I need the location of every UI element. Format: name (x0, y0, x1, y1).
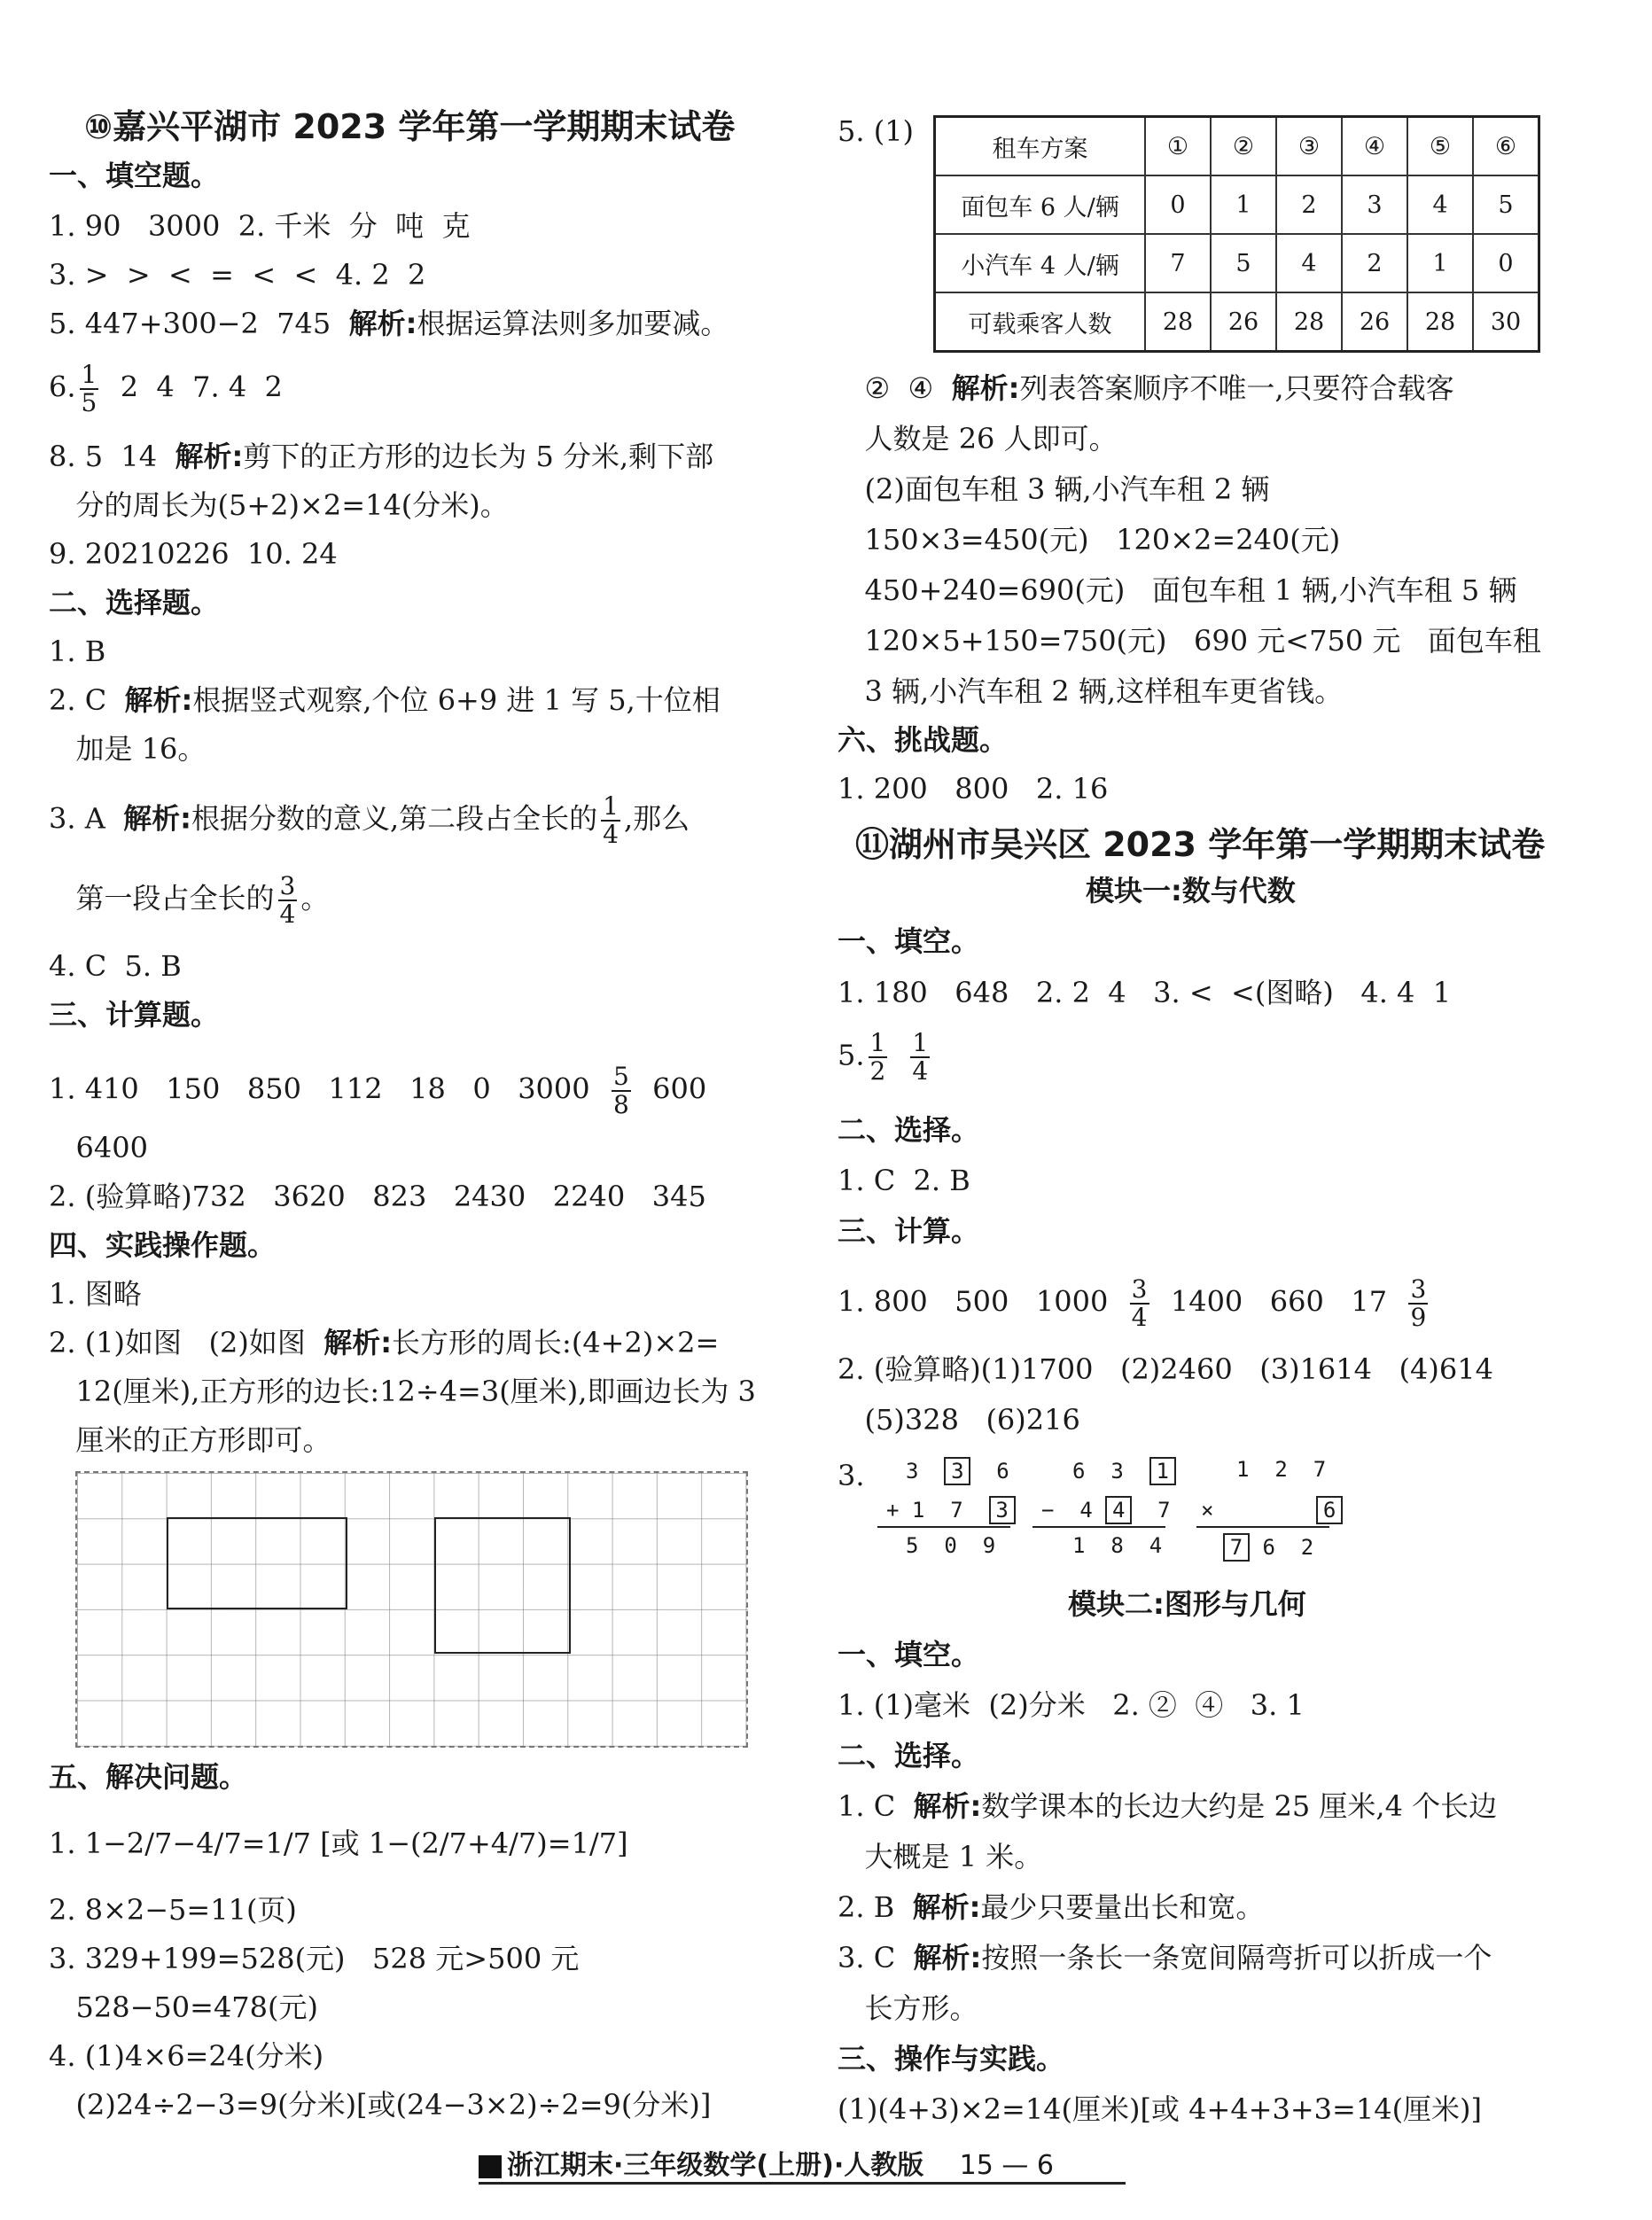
exam-title-pinghu: ⑩嘉兴平湖市 2023 学年第一学期期末试卷 (84, 107, 736, 146)
table-cell: 3 (1342, 175, 1407, 234)
answer-line: (5)328 (6)216 (838, 1403, 1080, 1437)
vert-row (1072, 1457, 1176, 1485)
fraction (80, 362, 99, 417)
answer-box: 3 (989, 1496, 1016, 1524)
answer-text: 5. 447+300−2 745 (49, 307, 349, 340)
analysis-label: 解析: (124, 683, 193, 717)
answer-text: ② ④ (838, 371, 952, 405)
answer-line: 长方形。 (838, 1991, 978, 2025)
answer-line (838, 1276, 1431, 1331)
answer-line: 3 辆,小汽车租 2 辆,这样租车更省钱。 (838, 674, 1344, 708)
answer-line: 人数是 26 人即可。 (838, 422, 1118, 456)
answer-line (49, 362, 283, 417)
answer-text: 2. B (838, 1890, 913, 1924)
answer-line: 1. B (49, 635, 106, 668)
answer-box: 3 (944, 1457, 970, 1485)
exam-title-wuxing: ⑪湖州市吴兴区 2023 学年第一学期期末试卷 (855, 825, 1546, 864)
vert-row (886, 1496, 1016, 1524)
rental-plan-table (933, 115, 1540, 353)
section-fill: 一、填空。 (838, 924, 980, 958)
analysis-text: 根据运算法则多加要减。 (417, 307, 729, 340)
answer-line: 1. 1−2/7−4/7=1/7 [或 1−(2/7+4/7)=1/7] (49, 1827, 628, 1860)
operator: − (1041, 1498, 1055, 1523)
divider (877, 1526, 1010, 1528)
table-cell: 2 (1276, 175, 1342, 234)
section-fill-blank: 一、填空题。 (49, 159, 220, 192)
answer-line: 1. 200 800 2. 16 (838, 772, 1109, 806)
table-row (935, 234, 1539, 292)
answer-text: 2 4 7. 4 2 (102, 370, 283, 404)
answer-line: 2. 8×2−5=11(页) (49, 1893, 297, 1927)
vert-row (1041, 1496, 1171, 1524)
digit: 6 2 (1262, 1535, 1314, 1560)
numerator: 3 (279, 871, 296, 900)
analysis-text: ,那么 (623, 801, 690, 836)
answer-text: 3. C (838, 1941, 914, 1975)
answer-line (49, 682, 721, 718)
answer-line: (2)面包车租 3 辆,小汽车租 2 辆 (838, 472, 1270, 506)
table-cell: 0 (1473, 234, 1539, 292)
answer-box: 7 (1223, 1533, 1250, 1562)
divider (1032, 1526, 1165, 1528)
section-challenge: 六、挑战题。 (838, 723, 1009, 757)
numerator: 1 (912, 1028, 929, 1057)
answer-line (49, 306, 729, 341)
analysis-text: 长方形的周长:(4+2)×2= (392, 1326, 720, 1359)
analysis-text: 第一段占全长的 (49, 881, 275, 915)
divider (1196, 1526, 1329, 1528)
vert-row (1201, 1496, 1343, 1524)
answer-box: 6 (1316, 1496, 1343, 1524)
vertical-addition (886, 1453, 1010, 1560)
table-cell: 0 (1145, 175, 1211, 234)
answer-text: 1. 410 150 850 112 18 0 3000 (49, 1071, 608, 1106)
vert-row (1236, 1457, 1326, 1482)
analysis-label: 解析: (951, 371, 1020, 405)
section-choice: 二、选择。 (838, 1113, 980, 1147)
fraction (1408, 1276, 1428, 1331)
denominator: 9 (1410, 1303, 1427, 1332)
answer-line: 528−50=478(元) (49, 1990, 318, 2024)
drawn-square (434, 1517, 571, 1654)
answer-text: 600 (634, 1071, 707, 1106)
digit: 7 (1313, 1457, 1327, 1482)
square-icon (479, 2155, 502, 2178)
table-cell: 5 (1211, 234, 1276, 292)
answer-line (838, 1788, 1497, 1824)
denominator: 4 (279, 900, 296, 929)
answer-line: 1. (1)毫米 (2)分米 2. ② ④ 3. 1 (838, 1688, 1305, 1722)
table-cell: 28 (1276, 292, 1342, 352)
section-choice: 二、选择题。 (49, 586, 220, 619)
answer-line: (2)24÷2−3=9(分米)[或(24−3×2)÷2=9(分米)] (49, 2088, 712, 2122)
table-cell: 4 (1407, 175, 1473, 234)
answer-line (49, 1325, 719, 1360)
answer-line (49, 873, 329, 928)
result-row: 5 0 9 (906, 1533, 996, 1558)
analysis-text: 根据竖式观察,个位 6+9 进 1 写 5,十位相 (192, 683, 721, 717)
analysis-text: 根据分数的意义,第二段占全长的 (191, 801, 598, 836)
table-cell: 面包车 6 人/辆 (935, 175, 1146, 234)
analysis-label: 解析: (323, 1326, 393, 1359)
table-cell: 租车方案 (935, 117, 1146, 176)
answer-text: 1. 800 500 1000 (838, 1284, 1126, 1319)
section-calc: 三、计算题。 (49, 998, 220, 1032)
table-cell: 30 (1473, 292, 1539, 352)
answer-text: 2. C (49, 683, 125, 717)
answer-line: 150×3=450(元) 120×2=240(元) (838, 523, 1341, 557)
numerator: 5 (612, 1062, 629, 1091)
fraction (869, 1030, 888, 1085)
analysis-text: 按照一条长一条宽间隔弯折可以折成一个 (981, 1941, 1492, 1975)
digit: 3 (1110, 1459, 1124, 1484)
table-cell: 1 (1407, 234, 1473, 292)
analysis-label: 解析: (912, 1890, 981, 1924)
answer-line: 1. 180 648 2. 2 4 3. < <(图略) 4. 4 1 (838, 976, 1452, 1009)
module-heading: 模块一:数与代数 (1086, 874, 1296, 907)
answer-line: 1. 图略 (49, 1277, 142, 1311)
table-cell: 28 (1407, 292, 1473, 352)
answer-line: 450+240=690(元) 面包车租 1 辆,小汽车租 5 辆 (838, 573, 1517, 607)
answer-text: 6. (49, 370, 76, 404)
table-cell: ② (1211, 117, 1276, 176)
fraction (278, 873, 298, 928)
analysis-text: 最少只要量出长和宽。 (980, 1890, 1265, 1924)
answer-text: 1400 660 17 (1152, 1284, 1406, 1319)
section-calc: 三、计算。 (838, 1214, 980, 1248)
answer-text: 5. (838, 1038, 865, 1072)
table-cell: 26 (1211, 292, 1276, 352)
answer-line (49, 1063, 706, 1118)
digit: 7 (1157, 1498, 1171, 1523)
section-solve: 五、解决问题。 (49, 1760, 248, 1794)
section-choice: 二、选择。 (838, 1739, 980, 1772)
digit: 2 (1274, 1457, 1288, 1482)
answer-line: 加是 16。 (49, 732, 206, 766)
answer-line: 4. C 5. B (49, 949, 182, 983)
numerator: 3 (1131, 1274, 1148, 1304)
answer-text: 2. (1)如图 (2)如图 (49, 1326, 324, 1359)
answer-line: 12(厘米),正方形的边长:12÷4=3(厘米),即画边长为 3 (49, 1375, 756, 1408)
digit: 6 (996, 1459, 1009, 1484)
section-fill: 一、填空。 (838, 1638, 980, 1671)
result-row: 1 8 4 (1072, 1533, 1163, 1558)
answer-line (838, 1030, 933, 1085)
answer-line: 3. > > < = < < 4. 2 2 (49, 258, 426, 292)
vertical-subtraction (1041, 1453, 1171, 1560)
table-cell: 7 (1145, 234, 1211, 292)
answer-box: 1 (1149, 1457, 1176, 1485)
table-cell: 4 (1276, 234, 1342, 292)
analysis-label: 解析: (913, 1789, 982, 1823)
operator: + (886, 1498, 900, 1523)
table-cell: ⑤ (1407, 117, 1473, 176)
section-practice: 三、操作与实践。 (838, 2042, 1065, 2076)
numerator: 1 (603, 791, 619, 821)
section-practice: 四、实践操作题。 (49, 1228, 277, 1262)
answer-line: 大概是 1 米。 (838, 1840, 1043, 1873)
answer-line: 分的周长为(5+2)×2=14(分米)。 (49, 488, 509, 522)
numerator: 1 (869, 1028, 886, 1057)
answer-line (838, 370, 1454, 406)
page-footer (479, 2143, 1126, 2185)
table-cell: ① (1145, 117, 1211, 176)
answer-line: 3. 329+199=528(元) 528 元>500 元 (49, 1942, 580, 1975)
digit: 6 (1072, 1459, 1086, 1484)
answer-text: 3. A (49, 801, 124, 836)
answer-text: 1. C (838, 1789, 914, 1823)
drawn-rectangle (167, 1517, 347, 1609)
analysis-label: 解析: (348, 307, 417, 340)
answer-line: 120×5+150=750(元) 690 元<750 元 面包车租 (838, 624, 1541, 658)
module-heading: 模块二:图形与几何 (1068, 1587, 1306, 1621)
result-row (1223, 1533, 1313, 1562)
grid-paper-figure (75, 1471, 748, 1748)
denominator: 2 (869, 1056, 886, 1086)
table-cell: 2 (1342, 234, 1407, 292)
answer-box: 4 (1105, 1496, 1132, 1524)
answer-line (838, 1889, 1264, 1925)
denominator: 5 (81, 388, 97, 417)
analysis-text: 数学课本的长边大约是 25 厘米,4 个长边 (981, 1789, 1498, 1823)
answer-line: 9. 20210226 10. 24 (49, 537, 338, 571)
answer-line: 1. 90 3000 2. 千米 分 吨 克 (49, 209, 471, 243)
fraction (601, 793, 620, 848)
denominator: 4 (912, 1056, 929, 1086)
table-cell: 5 (1473, 175, 1539, 234)
table-cell: 1 (1211, 175, 1276, 234)
digit: 1 (1236, 1457, 1250, 1482)
answer-line: 2. (验算略)732 3620 823 2430 2240 345 (49, 1180, 706, 1213)
page-number: 15 — 6 (959, 2150, 1055, 2181)
answer-line: 2. (验算略)(1)1700 (2)2460 (3)1614 (4)614 (838, 1352, 1493, 1386)
table-cell: 小汽车 4 人/辆 (935, 234, 1146, 292)
table-header-row (935, 117, 1539, 176)
fraction (612, 1063, 631, 1118)
answer-line: 1. C 2. B (838, 1164, 970, 1197)
digit: 3 (906, 1459, 919, 1484)
digit: 4 (1079, 1498, 1093, 1523)
analysis-text: 列表答案顺序不唯一,只要符合载客 (1019, 371, 1454, 405)
denominator: 4 (603, 820, 619, 849)
answer-line: 6400 (49, 1131, 148, 1165)
analysis-label: 解析: (913, 1941, 982, 1975)
vert-row (906, 1457, 1009, 1485)
table-cell: ⑥ (1473, 117, 1539, 176)
analysis-label: 解析: (123, 801, 191, 836)
digit: 7 (950, 1498, 963, 1523)
fraction (1130, 1276, 1149, 1331)
answer-line (838, 1940, 1492, 1975)
answer-text: 8. 5 14 (49, 440, 175, 473)
table-cell: ③ (1276, 117, 1342, 176)
denominator: 4 (1131, 1303, 1148, 1332)
numerator: 1 (81, 360, 97, 389)
table-row (935, 175, 1539, 234)
denominator: 8 (612, 1090, 629, 1119)
analysis-text: 剪下的正方形的边长为 5 分米,剩下部 (243, 440, 714, 473)
answer-line (49, 793, 690, 848)
table-cell: ④ (1342, 117, 1407, 176)
answer-line (49, 439, 713, 474)
table-cell: 28 (1145, 292, 1211, 352)
vertical-multiplication (1201, 1453, 1334, 1560)
table-row (935, 292, 1539, 352)
footer-title: 浙江期末·三年级数学(上册)·人教版 (507, 2150, 924, 2181)
answer-line: 4. (1)4×6=24(分米) (49, 2039, 324, 2073)
table-cell: 26 (1342, 292, 1407, 352)
fraction (910, 1030, 930, 1085)
answer-line: 厘米的正方形即可。 (49, 1423, 331, 1457)
answer-line: (1)(4+3)×2=14(厘米)[或 4+4+3+3=14(厘米)] (838, 2092, 1483, 2126)
analysis-label: 解析: (175, 440, 244, 473)
analysis-text: 。 (300, 881, 330, 915)
answer-line: 5. (1) (838, 114, 915, 148)
table-cell: 可载乘客人数 (935, 292, 1146, 352)
numerator: 3 (1410, 1274, 1427, 1304)
digit: 1 (911, 1498, 925, 1523)
answer-line: 3. (838, 1459, 865, 1492)
operator: × (1201, 1498, 1214, 1523)
